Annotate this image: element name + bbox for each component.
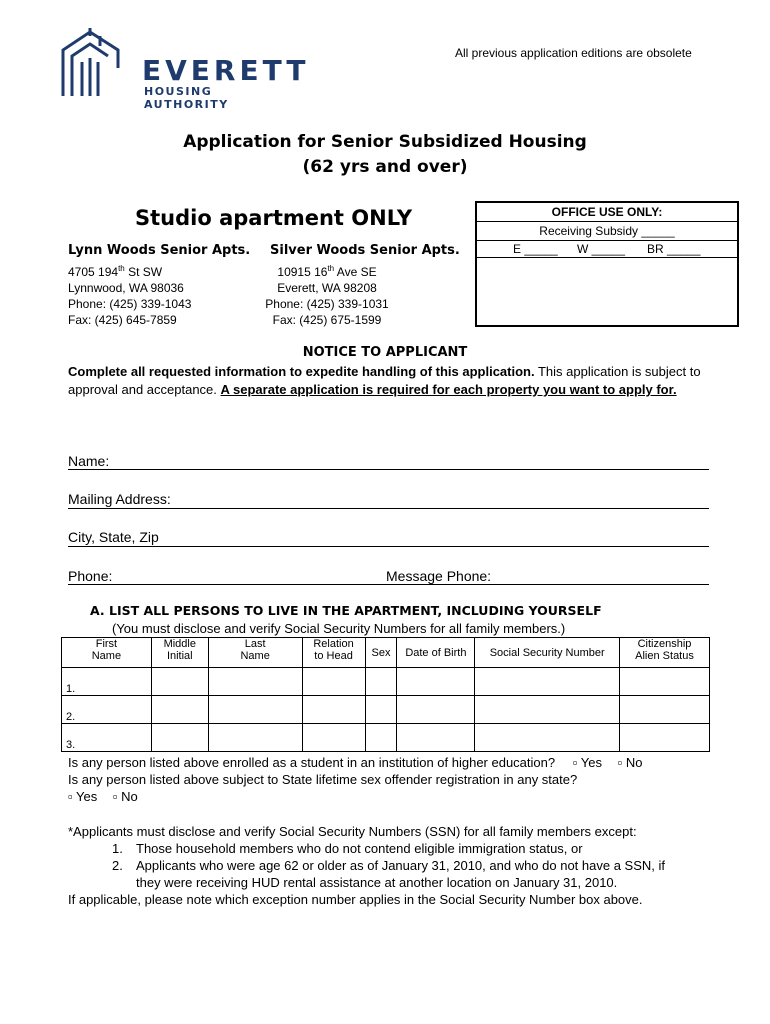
section-a-note: (You must disclose and verify Social Security Numbers for all family members.)	[112, 621, 566, 636]
office-w[interactable]: W _____	[577, 242, 626, 256]
table-row	[62, 724, 710, 752]
persons-table	[61, 637, 710, 752]
property-city: Lynnwood, WA 98036	[68, 281, 184, 295]
office-receiving[interactable]: Receiving Subsidy _____	[477, 222, 737, 241]
cell[interactable]	[208, 668, 302, 696]
obsolete-notice: All previous application editions are obsolete	[455, 46, 692, 60]
cell[interactable]	[151, 696, 208, 724]
mailing-address-label: Mailing Address:	[68, 491, 171, 507]
cell[interactable]	[397, 724, 475, 752]
notice-normal: This application is subject to approval and acceptance.	[68, 364, 701, 397]
notice-heading: NOTICE TO APPLICANT	[302, 345, 468, 360]
ssn-intro: *Applicants must disclose and verify Social Security Numbers (SSN) for all family members except:	[68, 824, 637, 839]
row-number[interactable]: 2.	[62, 696, 152, 724]
cell[interactable]	[365, 668, 397, 696]
office-e[interactable]: E _____	[513, 242, 558, 256]
sex-offender-options	[68, 788, 138, 805]
name-label: Name:	[68, 453, 110, 469]
logo-name: EVERETT	[142, 54, 310, 87]
property-fax: Fax: (425) 645-7859	[68, 313, 177, 327]
title-line2: (62 yrs and over)	[302, 157, 468, 177]
cell[interactable]	[302, 724, 365, 752]
question-student-text: Is any person listed above enrolled as a student in an institution of higher education?	[68, 755, 556, 770]
property-street: 4705 194th St SW	[68, 264, 163, 279]
question-sex-offender: Is any person listed above subject to State lifetime sex offender registration in any state?	[68, 772, 578, 787]
col-relation: Relation to Head	[302, 638, 365, 668]
cell[interactable]	[208, 696, 302, 724]
name-field[interactable]	[68, 469, 709, 470]
logo-subtitle: HOUSING AUTHORITY	[144, 85, 229, 111]
cell[interactable]	[475, 696, 620, 724]
building-logo-icon	[60, 28, 140, 98]
table-row	[62, 668, 710, 696]
cell[interactable]	[302, 696, 365, 724]
property-city: Everett, WA 98208	[277, 281, 377, 295]
office-br[interactable]: BR _____	[647, 242, 701, 256]
notice-text	[68, 363, 708, 399]
ssn-item-2: 2. Applicants who were age 62 or older as of January 31, 2010, and who do not have a SSN, if	[112, 858, 666, 873]
property-name-lynn-woods: Lynn Woods Senior Apts.	[68, 243, 251, 258]
cell[interactable]	[620, 668, 710, 696]
property-address-lynn-woods	[68, 261, 191, 328]
cell[interactable]	[208, 724, 302, 752]
cell[interactable]	[397, 696, 475, 724]
city-state-zip-field[interactable]	[68, 546, 709, 547]
cell[interactable]	[475, 724, 620, 752]
row-number[interactable]: 1.	[62, 668, 152, 696]
cell[interactable]	[620, 696, 710, 724]
student-no-checkbox[interactable]: ▫ No	[617, 755, 643, 770]
phone-label: Phone:	[68, 568, 113, 584]
sex-offender-no-checkbox[interactable]: ▫ No	[112, 789, 138, 804]
title-line1: Application for Senior Subsidized Housing	[183, 132, 587, 152]
cell[interactable]	[365, 724, 397, 752]
notice-bold: Complete all requested information to expedite handling of this application.	[68, 364, 535, 379]
cell[interactable]	[397, 668, 475, 696]
mailing-address-field[interactable]	[68, 508, 709, 509]
sex-offender-yes-checkbox[interactable]: ▫ Yes	[68, 789, 98, 804]
notice-underline: A separate application is required for each property you want to apply for.	[220, 382, 677, 397]
col-middle-initial: Middle Initial	[151, 638, 208, 668]
city-state-zip-label: City, State, Zip	[68, 529, 159, 545]
col-sex: Sex	[365, 638, 397, 668]
cell[interactable]	[365, 696, 397, 724]
cell[interactable]	[302, 668, 365, 696]
col-first-name: First Name	[62, 638, 152, 668]
cell[interactable]	[620, 724, 710, 752]
ssn-item-1: 1. Those household members who do not contend eligible immigration status, or	[112, 841, 583, 856]
col-ssn: Social Security Number	[475, 638, 620, 668]
cell[interactable]	[151, 724, 208, 752]
office-use-box	[475, 201, 739, 327]
message-phone-label: Message Phone:	[386, 568, 492, 584]
office-header: OFFICE USE ONLY:	[477, 203, 737, 222]
col-dob: Date of Birth	[397, 638, 475, 668]
studio-subtitle: Studio apartment ONLY	[135, 206, 413, 230]
col-citizenship: Citizenship Alien Status	[620, 638, 710, 668]
ssn-closing: If applicable, please note which exception number applies in the Social Security Number box above.	[68, 892, 643, 907]
section-a-heading: A. LIST ALL PERSONS TO LIVE IN THE APARTMENT, INCLUDING YOURSELF	[90, 603, 602, 618]
cell[interactable]	[475, 668, 620, 696]
property-address-silver-woods	[262, 261, 392, 328]
logo	[60, 28, 310, 111]
property-phone: Phone: (425) 339-1031	[265, 297, 389, 311]
cell[interactable]	[151, 668, 208, 696]
office-codes	[477, 241, 737, 258]
question-student	[68, 754, 758, 771]
student-yes-checkbox[interactable]: ▫ Yes	[572, 755, 602, 770]
row-number[interactable]: 3.	[62, 724, 152, 752]
phone-field[interactable]	[68, 584, 709, 585]
property-name-silver-woods: Silver Woods Senior Apts.	[270, 243, 460, 258]
ssn-item-2-cont: they were receiving HUD rental assistance at another location on January 31, 2010.	[136, 875, 618, 890]
table-header-row	[62, 638, 710, 668]
property-fax: Fax: (425) 675-1599	[272, 313, 382, 327]
col-last-name: Last Name	[208, 638, 302, 668]
table-row	[62, 696, 710, 724]
property-phone: Phone: (425) 339-1043	[68, 297, 192, 311]
page-title	[0, 130, 770, 180]
property-street: 10915 16th Ave SE	[277, 264, 377, 279]
